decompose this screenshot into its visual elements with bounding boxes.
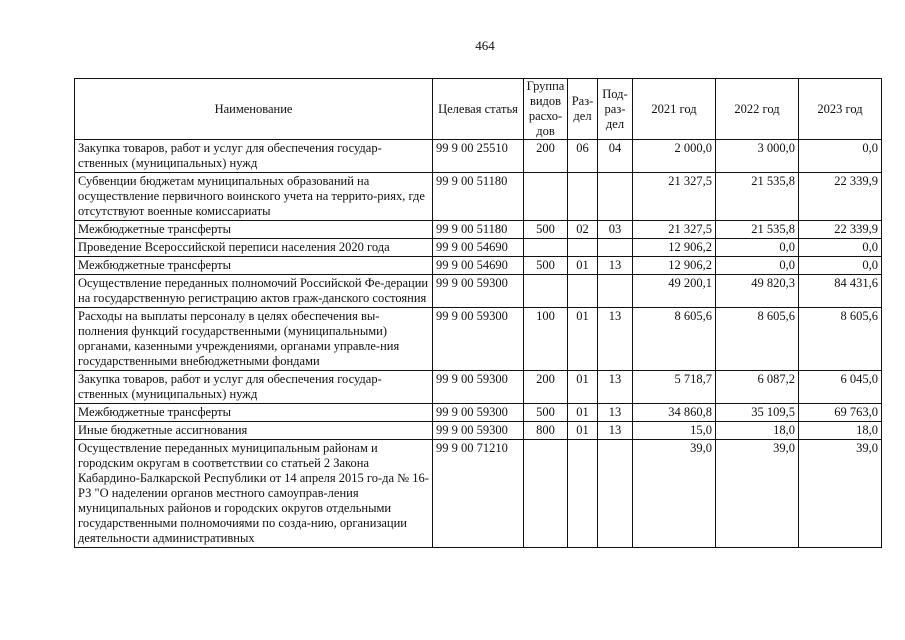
row-2022: 0,0 [716, 239, 799, 257]
row-group [524, 239, 568, 257]
row-subsection [598, 239, 633, 257]
row-2023: 0,0 [799, 140, 882, 173]
row-2023: 22 339,9 [799, 221, 882, 239]
row-section: 01 [568, 422, 598, 440]
row-2021: 21 327,5 [633, 173, 716, 221]
row-2021: 12 906,2 [633, 257, 716, 275]
row-section [568, 173, 598, 221]
row-section: 01 [568, 257, 598, 275]
row-target-code: 99 9 00 59300 [433, 404, 524, 422]
row-section: 01 [568, 308, 598, 371]
row-2023: 18,0 [799, 422, 882, 440]
row-2022: 8 605,6 [716, 308, 799, 371]
table-row [75, 308, 882, 371]
row-2023: 22 339,9 [799, 173, 882, 221]
table-header-row [75, 79, 882, 140]
row-name: Закупка товаров, работ и услуг для обеспечения государ-ственных (муниципальных) нужд [75, 140, 433, 173]
row-2023: 69 763,0 [799, 404, 882, 422]
row-name: Межбюджетные трансферты [75, 257, 433, 275]
header-2022: 2022 год [716, 79, 799, 140]
table-row [75, 440, 882, 548]
header-subsection: Под-раз-дел [598, 79, 633, 140]
row-section: 02 [568, 221, 598, 239]
row-target-code: 99 9 00 71210 [433, 440, 524, 548]
row-name: Межбюджетные трансферты [75, 404, 433, 422]
row-2023: 0,0 [799, 257, 882, 275]
row-subsection: 13 [598, 371, 633, 404]
row-group: 800 [524, 422, 568, 440]
header-section: Раз-дел [568, 79, 598, 140]
row-2022: 49 820,3 [716, 275, 799, 308]
row-section: 01 [568, 371, 598, 404]
row-section [568, 239, 598, 257]
header-name: Наименование [75, 79, 433, 140]
row-2022: 21 535,8 [716, 173, 799, 221]
row-2021: 2 000,0 [633, 140, 716, 173]
row-subsection: 13 [598, 422, 633, 440]
row-name: Проведение Всероссийской переписи населения 2020 года [75, 239, 433, 257]
table-row [75, 404, 882, 422]
row-2022: 6 087,2 [716, 371, 799, 404]
budget-table [74, 78, 882, 548]
row-2021: 5 718,7 [633, 371, 716, 404]
row-target-code: 99 9 00 51180 [433, 221, 524, 239]
row-2023: 0,0 [799, 239, 882, 257]
row-subsection: 13 [598, 308, 633, 371]
row-2021: 12 906,2 [633, 239, 716, 257]
row-2023: 8 605,6 [799, 308, 882, 371]
row-2021: 49 200,1 [633, 275, 716, 308]
header-2021: 2021 год [633, 79, 716, 140]
row-subsection [598, 440, 633, 548]
row-2022: 39,0 [716, 440, 799, 548]
row-name: Межбюджетные трансферты [75, 221, 433, 239]
table-row [75, 173, 882, 221]
row-subsection [598, 275, 633, 308]
row-name: Осуществление переданных полномочий Российской Фе-дерации на государственную регистрацию актов граж-данского состояния [75, 275, 433, 308]
row-name: Субвенции бюджетам муниципальных образований на осуществление первичного воинского учета на террито-риях, где отсутствуют военные комиссариаты [75, 173, 433, 221]
row-group: 200 [524, 371, 568, 404]
row-subsection: 03 [598, 221, 633, 239]
row-group [524, 440, 568, 548]
row-target-code: 99 9 00 59300 [433, 308, 524, 371]
row-target-code: 99 9 00 59300 [433, 422, 524, 440]
row-group: 500 [524, 257, 568, 275]
table-row [75, 140, 882, 173]
row-group [524, 173, 568, 221]
row-2021: 15,0 [633, 422, 716, 440]
row-target-code: 99 9 00 54690 [433, 257, 524, 275]
row-group: 200 [524, 140, 568, 173]
row-2021: 39,0 [633, 440, 716, 548]
row-name: Закупка товаров, работ и услуг для обеспечения государ-ственных (муниципальных) нужд [75, 371, 433, 404]
row-2023: 6 045,0 [799, 371, 882, 404]
row-group: 100 [524, 308, 568, 371]
row-2021: 21 327,5 [633, 221, 716, 239]
header-target: Целевая статья [433, 79, 524, 140]
table-body [75, 140, 882, 548]
row-subsection: 13 [598, 404, 633, 422]
row-name: Иные бюджетные ассигнования [75, 422, 433, 440]
header-group: Группа видов расхо-дов [524, 79, 568, 140]
table-row [75, 371, 882, 404]
row-2022: 0,0 [716, 257, 799, 275]
row-section [568, 440, 598, 548]
header-2023: 2023 год [799, 79, 882, 140]
table-row [75, 257, 882, 275]
row-2023: 39,0 [799, 440, 882, 548]
row-section: 01 [568, 404, 598, 422]
row-target-code: 99 9 00 25510 [433, 140, 524, 173]
row-name: Осуществление переданных муниципальным районам и городским округам в соответствии со статьей 2 Закона Кабардино-Балкарской Республики от 14 апреля 2015 го-да № 16-РЗ "О наделении органов местного самоуправ-ления муниципальных районов и городских округов отдельными государственными полномочиями по созда-нию, организации деятельности административных [75, 440, 433, 548]
page-number: 464 [475, 38, 495, 53]
row-2022: 35 109,5 [716, 404, 799, 422]
row-target-code: 99 9 00 54690 [433, 239, 524, 257]
row-subsection: 04 [598, 140, 633, 173]
row-target-code: 99 9 00 51180 [433, 173, 524, 221]
row-2022: 21 535,8 [716, 221, 799, 239]
row-2021: 8 605,6 [633, 308, 716, 371]
row-target-code: 99 9 00 59300 [433, 371, 524, 404]
row-2022: 3 000,0 [716, 140, 799, 173]
row-name: Расходы на выплаты персоналу в целях обеспечения вы-полнения функций государственными (муниципальными) органами, казенными учреждениями, органами управле-ния государственными внебюджетными фондами [75, 308, 433, 371]
table-row [75, 422, 882, 440]
row-subsection: 13 [598, 257, 633, 275]
table-row [75, 221, 882, 239]
row-group: 500 [524, 404, 568, 422]
row-2023: 84 431,6 [799, 275, 882, 308]
row-subsection [598, 173, 633, 221]
row-2022: 18,0 [716, 422, 799, 440]
row-section: 06 [568, 140, 598, 173]
row-group [524, 275, 568, 308]
row-2021: 34 860,8 [633, 404, 716, 422]
row-group: 500 [524, 221, 568, 239]
row-target-code: 99 9 00 59300 [433, 275, 524, 308]
table-row [75, 275, 882, 308]
row-section [568, 275, 598, 308]
table-row [75, 239, 882, 257]
